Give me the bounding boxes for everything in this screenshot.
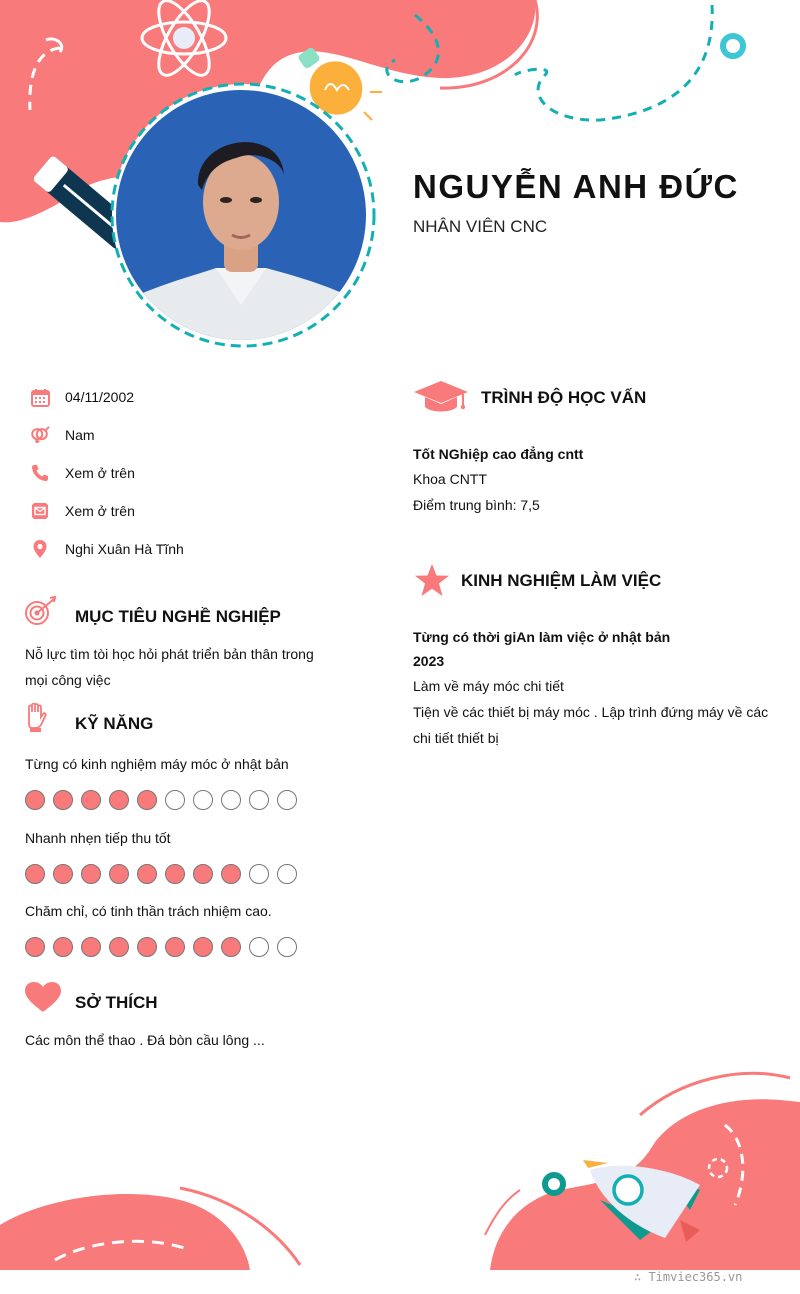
rating-dot-empty: [277, 864, 297, 884]
rating-dot-filled: [81, 937, 101, 957]
rating-dot-filled: [81, 790, 101, 810]
hobbies-title: SỞ THÍCH: [75, 993, 158, 1012]
rating-dot-empty: [249, 937, 269, 957]
skill-1-rating: [25, 790, 297, 810]
rating-dot-filled: [53, 864, 73, 884]
contact-phone: [30, 461, 135, 485]
gender-icon: [30, 425, 50, 445]
rating-dot-filled: [165, 864, 185, 884]
rating-dot-filled: [109, 790, 129, 810]
rating-dot-filled: [109, 864, 129, 884]
objective-text-line-1: Nỗ lực tìm tòi học hỏi phát triển bản thân trong: [25, 646, 314, 662]
education-faculty: Khoa CNTT: [413, 471, 487, 487]
address-text: Nghi Xuân Hà Tĩnh: [65, 541, 184, 557]
education-degree: Tốt NGhiệp cao đẳng cntt: [413, 446, 584, 462]
experience-position: Từng có thời giAn làm việc ở nhật bản: [413, 629, 671, 645]
experience-year: 2023: [413, 653, 445, 669]
rating-dot-empty: [165, 790, 185, 810]
rating-dot-empty: [193, 790, 213, 810]
experience-line-1: Làm về máy móc chi tiết: [413, 678, 564, 694]
job-title: NHÂN VIÊN CNC: [413, 217, 548, 236]
objective-title: MỤC TIÊU NGHỀ NGHIỆP: [75, 607, 281, 626]
rating-dot-filled: [25, 864, 45, 884]
email-icon: [30, 501, 50, 521]
rating-dot-empty: [277, 790, 297, 810]
rating-dot-filled: [137, 864, 157, 884]
watermark: ∴ Timviec365.vn: [634, 1270, 743, 1284]
graduation-cap-icon: [413, 380, 469, 419]
experience-line-2: Tiện về các thiết bị máy móc . Lập trình đứng máy về các: [413, 704, 769, 720]
rating-dot-filled: [109, 937, 129, 957]
skills-title: KỸ NĂNG: [75, 714, 154, 733]
contact-gender: [30, 423, 95, 447]
skill-3-label: Chăm chỉ, có tinh thần trách nhiệm cao.: [25, 903, 272, 919]
rating-dot-filled: [137, 790, 157, 810]
experience-title: KINH NGHIỆM LÀM VIỆC: [461, 571, 662, 590]
phone-icon: [30, 463, 50, 483]
rating-dot-filled: [25, 790, 45, 810]
skill-1-label: Từng có kinh nghiệm máy móc ở nhật bản: [25, 756, 289, 772]
candidate-name: NGUYỄN ANH ĐỨC: [413, 168, 739, 205]
portrait-image: [116, 90, 366, 340]
contact-address: [30, 537, 184, 561]
hand-icon: [25, 703, 47, 738]
email-text: Xem ở trên: [65, 503, 135, 519]
skill-3-rating: [25, 937, 297, 957]
skill-2-label: Nhanh nhẹn tiếp thu tốt: [25, 830, 171, 846]
rating-dot-filled: [53, 937, 73, 957]
rating-dot-filled: [193, 937, 213, 957]
education-title: TRÌNH ĐỘ HỌC VẤN: [481, 388, 647, 407]
rating-dot-filled: [193, 864, 213, 884]
footer-decoration: [0, 1060, 800, 1270]
experience-line-3: chi tiết thiết bị: [413, 730, 499, 746]
rating-dot-filled: [137, 937, 157, 957]
skill-2-rating: [25, 864, 297, 884]
rating-dot-empty: [277, 937, 297, 957]
rating-dot-filled: [25, 937, 45, 957]
rating-dot-filled: [165, 937, 185, 957]
location-icon: [30, 539, 50, 559]
birthdate-text: 04/11/2002: [65, 389, 135, 405]
rating-dot-empty: [221, 790, 241, 810]
rating-dot-empty: [249, 864, 269, 884]
gender-text: Nam: [65, 427, 95, 443]
hobbies-text: Các môn thể thao . Đá bòn cầu lông ...: [25, 1032, 265, 1048]
phone-text: Xem ở trên: [65, 465, 135, 481]
contact-birthdate: [30, 385, 135, 409]
rating-dot-filled: [221, 937, 241, 957]
calendar-icon: [30, 387, 50, 407]
rating-dot-filled: [81, 864, 101, 884]
education-gpa: Điểm trung bình: 7,5: [413, 497, 540, 513]
rating-dot-filled: [221, 864, 241, 884]
contact-email: [30, 499, 135, 523]
rating-dot-filled: [53, 790, 73, 810]
profile-photo: [116, 90, 366, 340]
rating-dot-empty: [249, 790, 269, 810]
target-icon: [24, 596, 58, 633]
objective-text-line-2: mọi công việc: [25, 672, 111, 688]
heart-icon: [24, 981, 62, 1018]
star-icon: [414, 563, 450, 602]
